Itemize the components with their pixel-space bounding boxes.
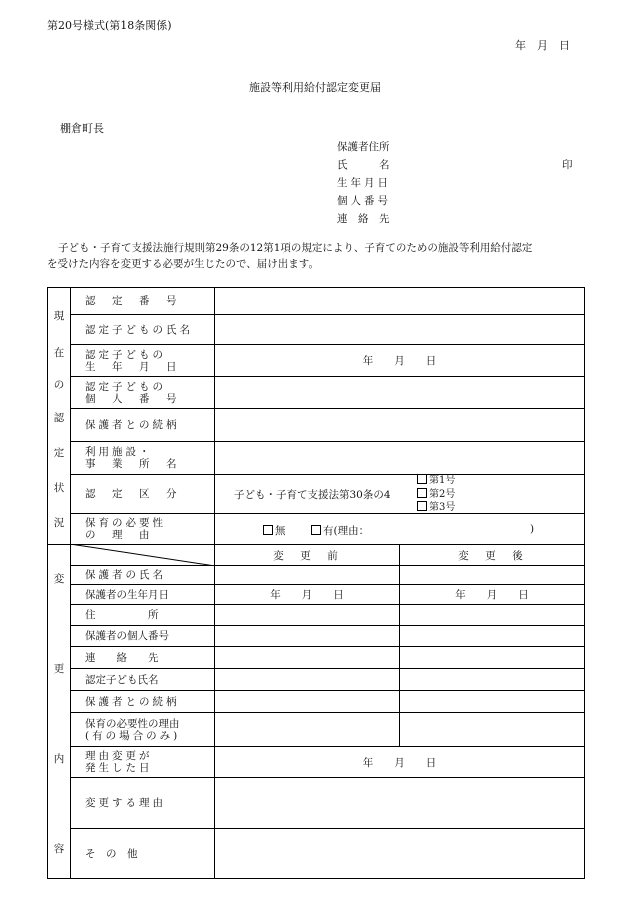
change-date-label xyxy=(71,747,228,777)
change-date-label-line1: 理由変更が xyxy=(85,750,153,762)
reason-label: 変更する理由 xyxy=(85,797,166,809)
necessity-label-line1: 保育の必要性 xyxy=(85,517,166,529)
necessity-none-option[interactable]: 無 xyxy=(263,523,286,538)
necessity-row-label xyxy=(71,713,228,746)
address-row-label: 住 所 xyxy=(85,609,159,621)
facility-label xyxy=(71,442,228,474)
guardian-dob-after[interactable]: 年 月 日 xyxy=(455,589,529,601)
change-side-char-2: 更 xyxy=(53,663,65,675)
facility-label-line1: 利用施設・ xyxy=(85,446,153,458)
change-side-char-3: 内 xyxy=(53,753,65,765)
necessity-close-paren: ) xyxy=(530,523,535,535)
necessity-row-label-line1: 保育の必要性の理由 xyxy=(85,717,180,730)
category-law-text: 子ども・子育て支援法第30条の4 xyxy=(234,488,391,501)
side-char-3: の xyxy=(53,379,65,391)
child-dob-label xyxy=(71,345,228,376)
necessity-label-line2: の 理 由 xyxy=(85,529,153,541)
guardian-dob-label: 生年月日 xyxy=(337,177,391,189)
change-date-label-line2: 発生した日 xyxy=(85,762,153,774)
intro-line-2: を受けた内容を変更する必要が生じたので、届け出ます。 xyxy=(47,258,319,270)
other-label: そ の 他 xyxy=(85,847,138,860)
side-char-4: 認 xyxy=(53,412,65,424)
category-label: 認 定 区 分 xyxy=(85,488,180,500)
guardian-dob-row-label: 保護者の生年月日 xyxy=(85,588,169,601)
facility-label-line2: 事 業 所 名 xyxy=(85,458,180,470)
category-option-2[interactable]: 第2号 xyxy=(417,488,455,502)
child-id-label xyxy=(71,377,228,408)
guardian-name-label: 氏 名 xyxy=(337,159,390,171)
guardian-id-label: 個人番号 xyxy=(337,195,391,207)
change-side-char-4: 容 xyxy=(53,843,65,855)
guardian-contact-label: 連 絡 先 xyxy=(337,213,390,225)
child-name-row-label: 認定子ども氏名 xyxy=(85,673,159,686)
child-name-label: 認定子どもの氏名 xyxy=(85,323,193,336)
guardian-address-label: 保護者住所 xyxy=(337,141,390,153)
child-dob-label-line1: 認定子どもの xyxy=(85,348,166,361)
addressee: 棚倉町長 xyxy=(60,122,104,135)
diagonal-slash xyxy=(70,544,215,566)
change-side-char-1: 変 xyxy=(53,573,65,585)
form-title: 施設等利用給付認定変更届 xyxy=(249,81,381,94)
category-option-1[interactable]: 第1号 xyxy=(417,474,455,488)
side-char-7: 況 xyxy=(53,517,65,529)
side-char-2: 在 xyxy=(53,347,65,359)
necessity-label xyxy=(71,514,228,544)
category-options xyxy=(417,474,455,515)
child-dob-label-line2: 生 年 月 日 xyxy=(85,360,180,373)
before-header: 変 更 前 xyxy=(273,549,341,562)
side-char-1: 現 xyxy=(53,310,65,322)
guardian-name-row-label: 保護者の氏名 xyxy=(85,569,166,581)
intro-line-1: 子ども・子育て支援法施行規則第29条の12第1項の規定により、子育てのための施設等利用給付認定 xyxy=(58,242,533,254)
contact-row-label: 連 絡 先 xyxy=(85,651,159,664)
after-header: 変 更 後 xyxy=(458,549,526,562)
cert-number-label: 認 定 番 号 xyxy=(85,295,180,307)
form-table xyxy=(47,287,585,879)
category-option-3[interactable]: 第3号 xyxy=(417,501,455,515)
guardian-id-row-label: 保護者の個人番号 xyxy=(85,630,169,642)
submission-date: 年 月 日 xyxy=(515,39,570,52)
child-dob-value[interactable]: 年 月 日 xyxy=(362,355,437,367)
necessity-row-label-line2: (有の場合のみ) xyxy=(85,729,181,742)
form-number: 第20号様式(第18条関係) xyxy=(47,19,172,32)
guardian-dob-before[interactable]: 年 月 日 xyxy=(270,589,344,601)
child-id-label-line2: 個 人 番 号 xyxy=(85,392,180,405)
relation-label: 保護者との続柄 xyxy=(85,419,180,431)
necessity-yes-option[interactable]: 有(理由： xyxy=(311,523,369,538)
side-char-5: 定 xyxy=(53,447,65,459)
child-id-label-line1: 認定子どもの xyxy=(85,380,166,393)
side-char-6: 状 xyxy=(53,482,65,494)
change-date-value[interactable]: 年 月 日 xyxy=(362,756,437,769)
seal-mark: 印 xyxy=(562,159,573,171)
relation-row-label: 保護者との続柄 xyxy=(85,695,180,708)
